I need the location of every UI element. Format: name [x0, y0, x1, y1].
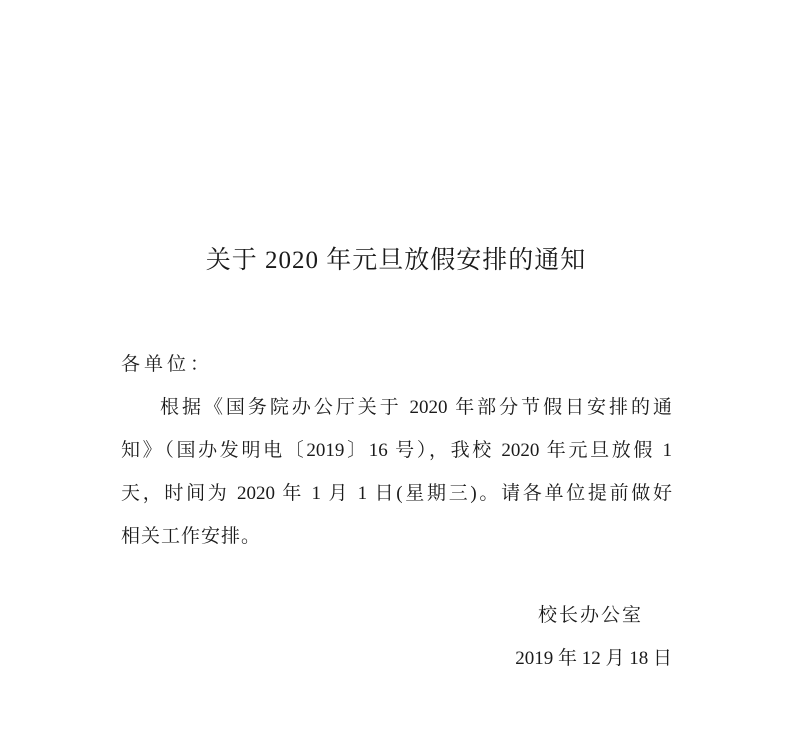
signature-date: 2019 年 12 月 18 日: [515, 648, 672, 669]
signature-unit: 校长办公室: [537, 605, 643, 626]
notice-title: 关于 2020 年元旦放假安排的通知: [205, 247, 587, 274]
paragraph-line: 天，时间为 2020 年 1 月 1 日(星期三)。请各单位提前做好: [121, 483, 672, 504]
paragraph-line: 根据《国务院办公厅关于 2020 年部分节假日安排的通: [160, 397, 672, 418]
notice-body: [121, 343, 672, 558]
signature-block: [515, 594, 672, 680]
salutation: 各单位：: [121, 354, 214, 375]
paragraph-line: 相关工作安排。: [121, 526, 262, 547]
paragraph-line: 知》（国办发明电〔2019〕16 号），我校 2020 年元旦放假 1: [121, 440, 672, 461]
